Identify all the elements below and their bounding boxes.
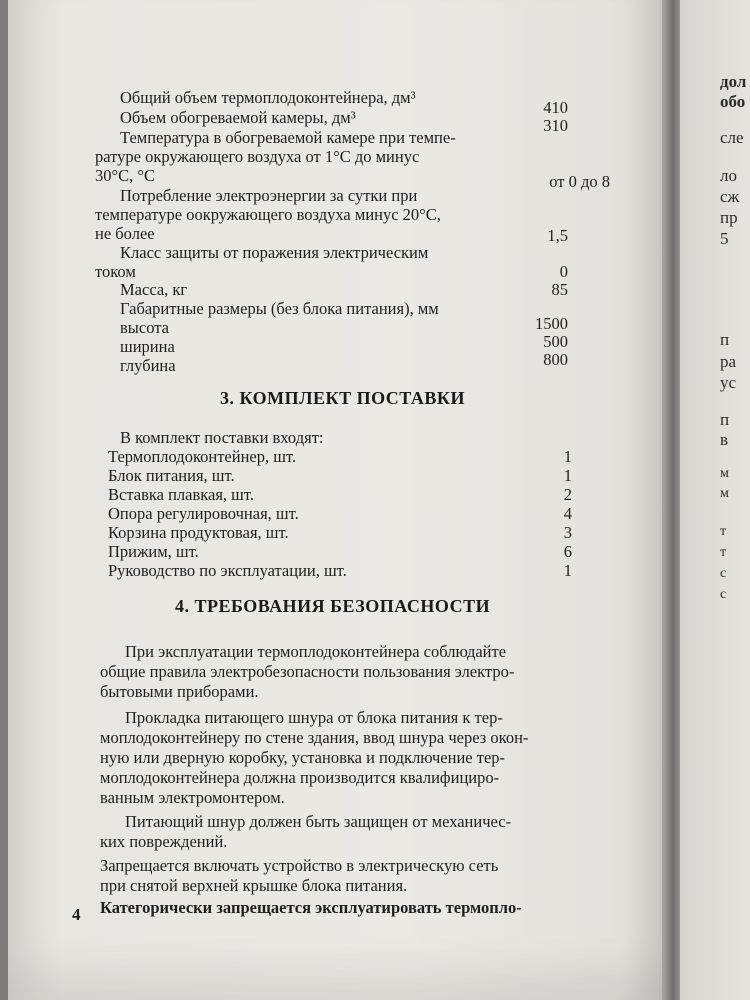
section-4-heading: 4. ТРЕБОВАНИЯ БЕЗОПАСНОСТИ (175, 596, 491, 616)
right-fragment: сж (720, 187, 740, 206)
safety-text-line: моплодоконтейнеру по стене здания, ввод шнура через окон- (100, 728, 529, 747)
right-fragment: обо (720, 92, 746, 111)
safety-text-line: Категорически запрещается эксплуатировать термопло- (100, 898, 522, 917)
delivery-item-qty: 3 (563, 523, 572, 542)
spec-depth-label: глубина (120, 356, 176, 375)
right-fragment: ус (720, 373, 737, 392)
spec-depth-value: 800 (543, 350, 568, 369)
right-fragment: 5 (720, 229, 729, 248)
safety-text-line: ную или дверную коробку, установка и подключение тер- (100, 748, 506, 767)
spec-height-label: высота (120, 318, 169, 337)
section-3-heading: 3. КОМПЛЕКТ ПОСТАВКИ (220, 388, 465, 408)
delivery-item-qty: 1 (563, 561, 572, 580)
safety-text-line: ванным электромонтером. (100, 788, 285, 807)
right-fragment: дол (720, 72, 747, 91)
right-fragment: т (720, 524, 727, 539)
safety-text-line: ких повреждений. (100, 832, 228, 851)
spec-total-volume-label: Общий объем термоплодоконтейнера, дм³ (120, 88, 416, 107)
spec-protection-value: 0 (559, 262, 568, 281)
delivery-item-label: Вставка плавкая, шт. (108, 485, 254, 504)
right-fragment: п (720, 410, 730, 429)
delivery-item-qty: 6 (563, 542, 572, 561)
right-fragment: ло (720, 166, 737, 185)
safety-text-line: При эксплуатации термоплодоконтейнера соблюдайте (125, 642, 507, 661)
safety-text-line: при снятой верхней крышке блока питания. (100, 876, 408, 895)
spec-height-value: 1500 (535, 314, 568, 333)
safety-text-line: бытовыми приборами. (100, 682, 259, 701)
right-fragment: м (720, 466, 729, 481)
adjacent-page (680, 0, 750, 1000)
delivery-item-label: Опора регулировочная, шт. (108, 504, 299, 523)
spec-protection-label-line2: током (95, 262, 136, 281)
right-fragment: сле (720, 128, 744, 147)
spec-temperature-label-line1: Температура в обогреваемой камере при темпе- (120, 128, 456, 147)
right-fragment: ра (720, 352, 737, 371)
safety-text-line: Запрещается включать устройство в электрическую сеть (100, 856, 499, 875)
delivery-item-label: Корзина продуктовая, шт. (108, 523, 289, 542)
safety-text-line: моплодоконтейнера должна производится квалифициро- (100, 768, 500, 787)
safety-text-line: Питающий шнур должен быть защищен от механичес- (125, 812, 512, 831)
right-fragment: пр (720, 208, 738, 227)
spec-mass-label: Масса, кг (120, 280, 188, 299)
safety-text-line: Прокладка питающего шнура от блока питания к тер- (125, 708, 503, 727)
spec-heated-volume-label: Объем обогреваемой камеры, дм³ (120, 108, 356, 127)
spec-temperature-value: от 0 до 8 (549, 172, 610, 191)
delivery-item-label: Руководство по эксплуатации, шт. (108, 561, 347, 580)
spec-heated-volume-value: 310 (543, 116, 568, 135)
delivery-item-qty: 4 (563, 504, 572, 523)
delivery-item-label: Прижим, шт. (108, 542, 199, 561)
spec-total-volume-value: 410 (543, 98, 568, 117)
spec-protection-label-line1: Класс защиты от поражения электрическим (120, 243, 429, 262)
delivery-item-qty: 1 (563, 447, 572, 466)
delivery-intro: В комплект поставки входят: (120, 428, 324, 447)
book-gutter (662, 0, 682, 1000)
spec-temperature-label-line2: ратуре окружающего воздуха от 1°С до минус (95, 147, 420, 166)
page-number: 4 (72, 905, 81, 924)
spec-energy-value: 1,5 (547, 226, 568, 245)
right-fragment: м (720, 486, 729, 501)
spec-energy-label-line3: не более (95, 224, 155, 243)
delivery-item-qty: 2 (563, 485, 572, 504)
right-fragment: с (720, 587, 727, 602)
spec-energy-label-line1: Потребление электроэнергии за сутки при (120, 186, 418, 205)
delivery-item-qty: 1 (563, 466, 572, 485)
spec-dimensions-label: Габаритные размеры (без блока питания), мм (120, 299, 439, 318)
right-fragment: в (720, 430, 729, 449)
spec-mass-value: 85 (551, 280, 568, 299)
delivery-item-label: Термоплодоконтейнер, шт. (108, 447, 297, 466)
safety-text-line: общие правила электробезопасности пользования электро- (100, 662, 515, 681)
spec-temperature-label-line3: 30°С, °С (95, 166, 155, 185)
right-fragment: с (720, 566, 727, 581)
spec-energy-label-line2: температуре оокружающего воздуха минус 20°С, (95, 205, 441, 224)
spec-width-value: 500 (543, 332, 568, 351)
right-fragment: п (720, 330, 730, 349)
spec-width-label: ширина (120, 337, 175, 356)
delivery-item-label: Блок питания, шт. (108, 466, 235, 485)
right-fragment: т (720, 545, 727, 560)
